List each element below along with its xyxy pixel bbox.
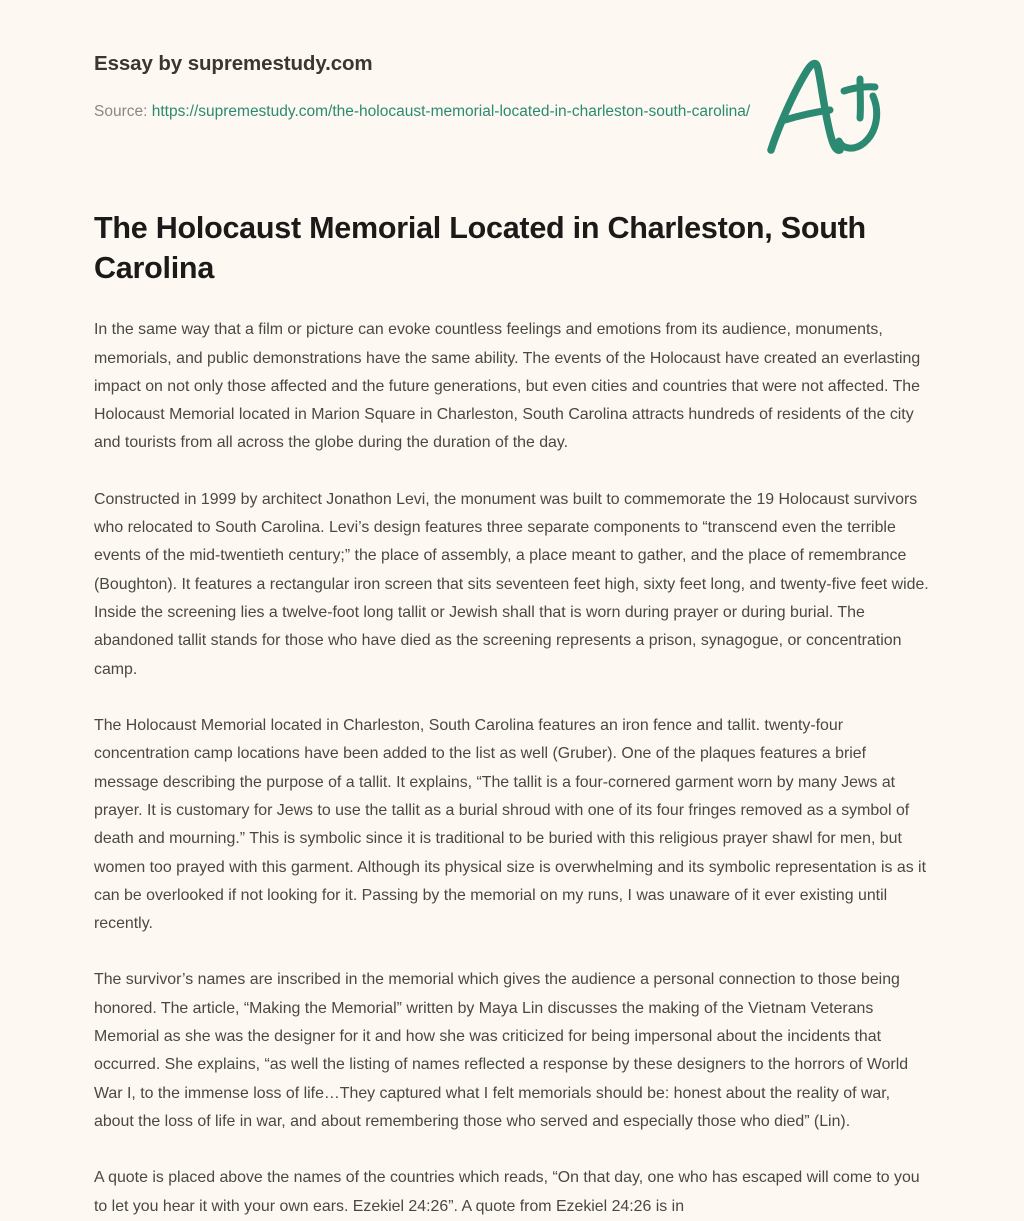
paragraph: The survivor’s names are inscribed in the memorial which gives the audience a personal connection to those being honored. The article, “Making the Memorial” written by Maya Lin discusses the making of the Vietnam Veterans Memorial as she was the designer for it and how she was criticized for being impersonal about the incidents that occurred. She explains, “as well the listing of names reflected a response by these designers to the horrors of World War I, to the immense loss of life…They captured what I felt memorials should be: honest about the reality of war, about the loss of life in war, and about remembering those who served and especially those who died” (Lin). — [94, 971, 909, 1131]
a-plus-logo-icon — [760, 52, 890, 162]
article-body — [94, 316, 930, 1221]
paragraph: The Holocaust Memorial located in Charleston, South Carolina features an iron fence and tallit. twenty-four concentration camp locations have been added to the list as well (Gruber). One of the plaques features a brief message describing the purpose of a tallit. It explains, “The tallit is a four-cornered garment worn by many Jews at prayer. It is customary for Jews to use the tallit as a burial shroud with one of its four fringes removed as a symbol of death and mourning.” This is symbolic since it is traditional to be buried with this religious prayer shawl for men, but women too prayed with this garment. Although its physical size is overwhelming and its symbolic representation is as it can be overlooked if not looking for it. Passing by the memorial on my runs, I was unaware of it ever existing until recently. — [94, 716, 927, 933]
paragraph: In the same way that a film or picture can evoke countless feelings and emotions from its audience, monuments, memorials, and public demonstrations have the same ability. The events of the Holocaust have created an everlasting impact on not only those affected and the future generations, but even cities and countries that were not affected. The Holocaust Memorial located in Marion Square in Charleston, South Carolina attracts hundreds of residents of the city and tourists from all across the globe during the duration of the day. — [94, 321, 921, 452]
paragraph: Constructed in 1999 by architect Jonathon Levi, the monument was built to commemorate the 19 Holocaust survivors who relocated to South Carolina. Levi’s design features three separate components to “transcend even the terrible events of the mid-twentieth century;” the place of assembly, a place meant to gather, and the place of remembrance (Boughton). It features a rectangular iron screen that sits seventeen feet high, sixty feet long, and twenty-five feet wide. Inside the screening lies a twelve-foot long tallit or Jewish shall that is worn during prayer or during burial. The abandoned tallit stands for those who have died as the screening represents a prison, synagogue, or concentration camp. — [94, 490, 929, 678]
article — [94, 208, 930, 1221]
paragraph: A quote is placed above the names of the countries which reads, “On that day, one who has escaped will come to you to let you hear it with your own ears. Ezekiel 24:26”. A quote from Ezekiel 24:26 is in — [94, 1169, 920, 1215]
source-label: Source: — [94, 102, 148, 120]
page-header — [94, 0, 930, 124]
source-line — [94, 99, 754, 124]
byline: Essay by supremestudy.com — [94, 52, 373, 75]
page-title: The Holocaust Memorial Located in Charleston, South Carolina — [94, 210, 866, 285]
source-url-link[interactable]: https://supremestudy.com/the-holocaust-memorial-located-in-charleston-south-carolina/ — [151, 102, 751, 120]
